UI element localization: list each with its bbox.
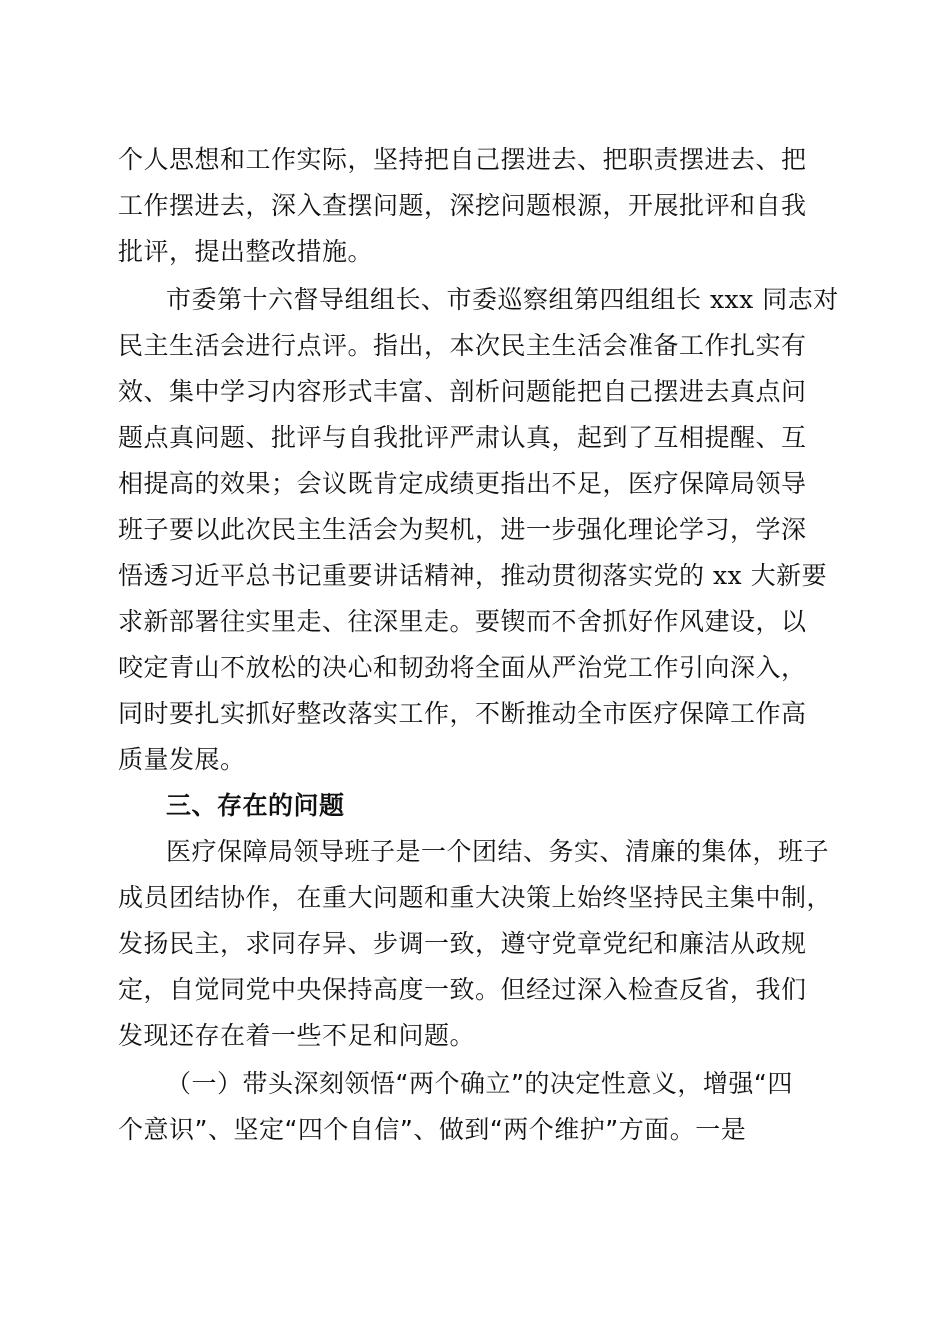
text-line: 定，自觉同党中央保持高度一致。但经过深入检查反省，我们 [118, 975, 807, 1004]
text-line: 悟透习近平总书记重要讲话精神，推动贯彻落实党的 xx 大新要 [118, 561, 828, 590]
text-line: 质量发展。 [118, 745, 246, 774]
text-line: 题点真问题、批评与自我批评严肃认真，起到了互相提醒、互 [118, 423, 807, 452]
text-line: 个意识”、坚定“四个自信”、做到“两个维护”方面。一是 [118, 1115, 747, 1144]
text-line: 工作摆进去，深入查摆问题，深挖问题根源，开展批评和自我 [118, 191, 807, 220]
text-line: 相提高的效果；会议既肯定成绩更指出不足，医疗保障局领导 [118, 469, 807, 498]
text-line: 市委第十六督导组组长、市委巡察组第四组组长 xxx 同志对 [166, 285, 839, 314]
text-line: 民主生活会进行点评。指出，本次民主生活会准备工作扎实有 [118, 331, 807, 360]
text-line: 效、集中学习内容形式丰富、剖析问题能把自己摆进去真点问 [118, 377, 807, 406]
subsection-heading: （一）带头深刻领悟“两个确立”的决定性意义，增强“四 [166, 1069, 793, 1098]
text-line: 批评，提出整改措施。 [118, 237, 374, 266]
text-line: 发扬民主，求同存异、步调一致，遵守党章党纪和廉洁从政规 [118, 929, 807, 958]
text-line: 成员团结协作，在重大问题和重大决策上始终坚持民主集中制， [118, 883, 833, 912]
text-line: 个人思想和工作实际，坚持把自己摆进去、把职责摆进去、把 [118, 145, 807, 174]
text-line: 咬定青山不放松的决心和韧劲将全面从严治党工作引向深入， [118, 653, 807, 682]
text-line: 班子要以此次民主生活会为契机，进一步强化理论学习，学深 [118, 515, 807, 544]
section-heading: 三、存在的问题 [166, 791, 345, 820]
text-line: 同时要扎实抓好整改落实工作，不断推动全市医疗保障工作高 [118, 699, 807, 728]
text-line: 医疗保障局领导班子是一个团结、务实、清廉的集体，班子 [166, 837, 830, 866]
text-line: 求新部署往实里走、往深里走。要锲而不舍抓好作风建设，以 [118, 607, 807, 636]
text-line: 发现还存在着一些不足和问题。 [118, 1021, 476, 1050]
